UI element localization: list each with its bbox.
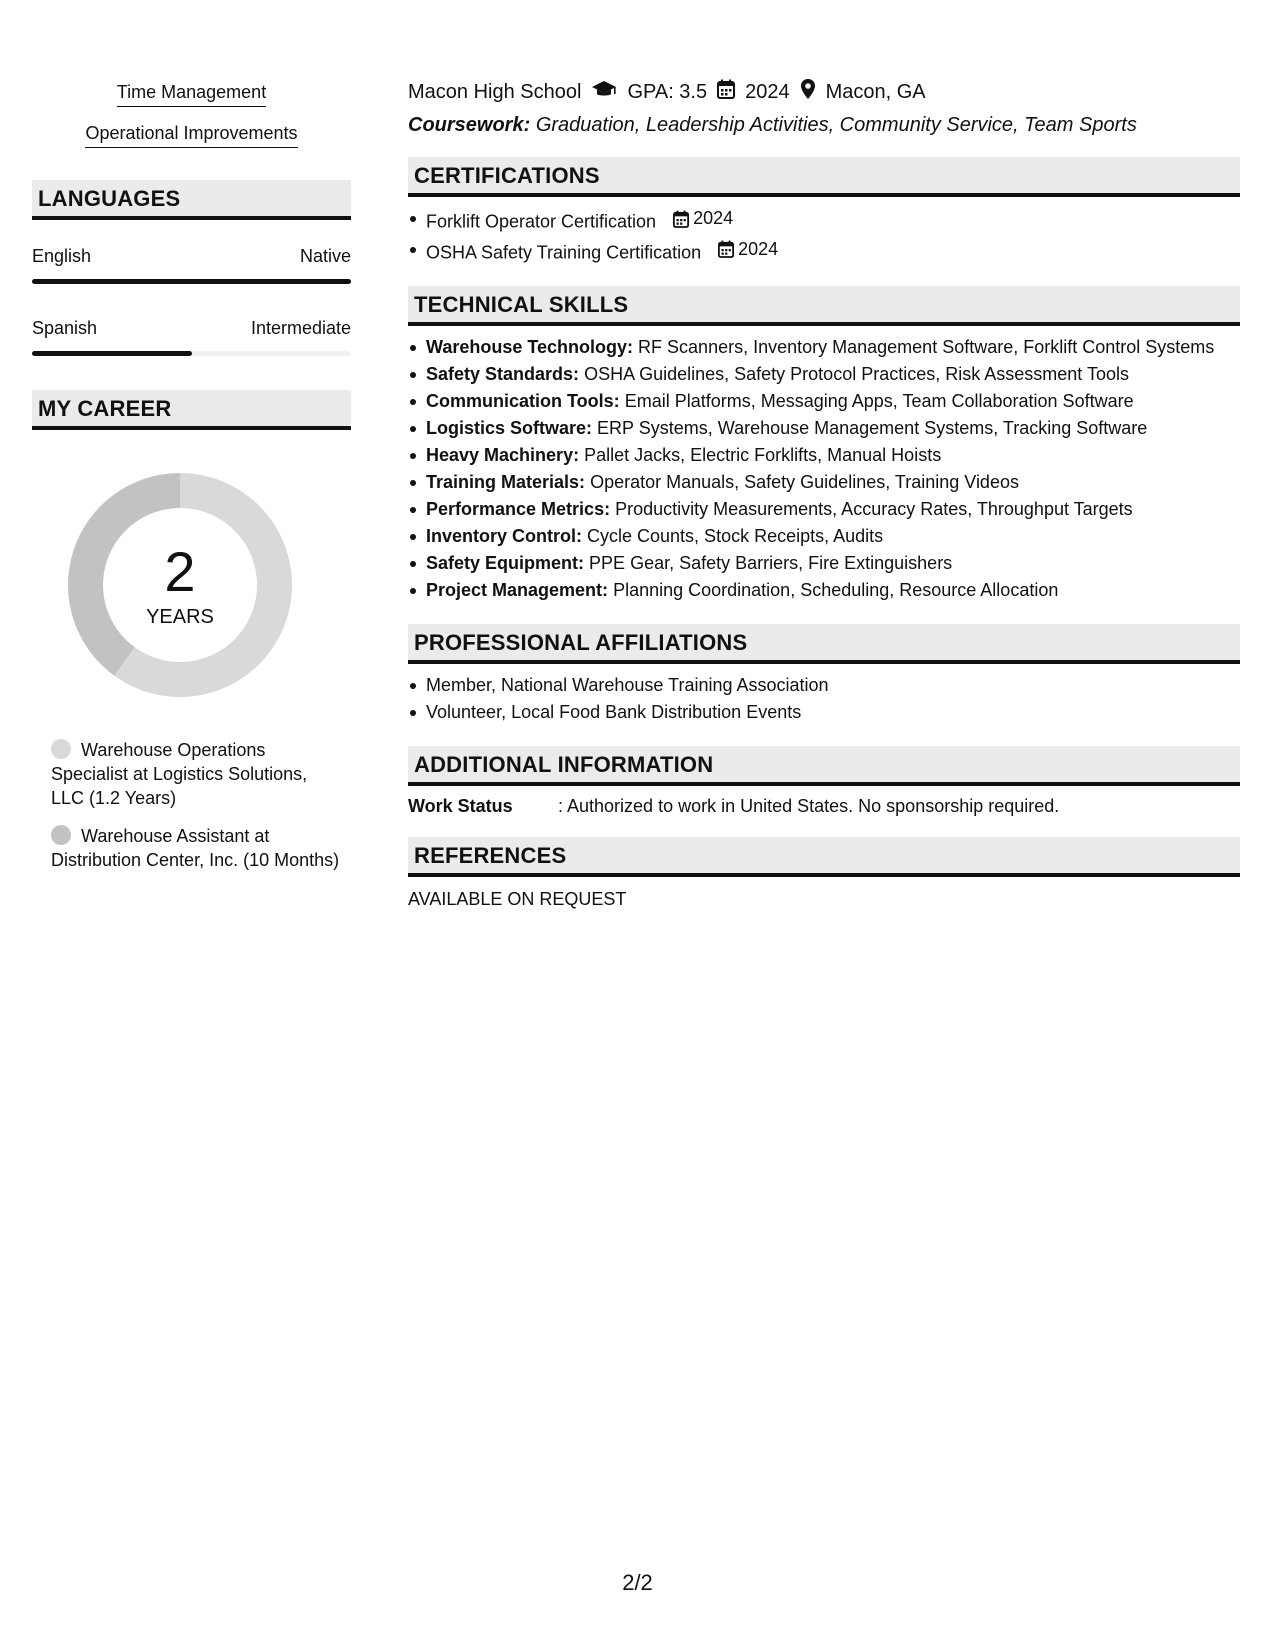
technical-skill-item: Performance Metrics: Productivity Measurements, Accuracy Rates, Throughput Targets	[408, 496, 1240, 523]
affiliations-heading: PROFESSIONAL AFFILIATIONS	[408, 624, 1240, 664]
language-item	[32, 246, 351, 284]
language-level-bar	[32, 279, 351, 284]
skill-time-management: Time Management	[32, 82, 351, 107]
technical-skills-list	[408, 334, 1240, 604]
language-level-fill	[32, 279, 351, 284]
affiliation-item: Member, National Warehouse Training Association	[408, 672, 1240, 699]
coursework	[408, 114, 1240, 137]
legend-dot-icon	[51, 825, 71, 845]
career-donut-chart	[67, 472, 293, 698]
technical-skills-heading: TECHNICAL SKILLS	[408, 286, 1240, 326]
career-total-unit: YEARS	[146, 606, 214, 628]
left-column	[32, 82, 351, 886]
work-status-value: : Authorized to work in United States. No sponsorship required.	[558, 796, 1060, 816]
education-line	[408, 78, 1240, 106]
additional-info-section	[408, 746, 1240, 817]
career-legend-item: Warehouse Operations Specialist at Logistics Solutions, LLC (1.2 Years)	[51, 740, 308, 808]
affiliations-section	[408, 624, 1240, 726]
school-name: Macon High School	[408, 80, 582, 103]
language-level-bar	[32, 351, 351, 356]
technical-skill-item: Safety Standards: OSHA Guidelines, Safety Protocol Practices, Risk Assessment Tools	[408, 361, 1240, 388]
language-name: English	[32, 246, 92, 266]
languages-heading: LANGUAGES	[32, 180, 351, 220]
skill-operational-improvements: Operational Improvements	[32, 123, 351, 148]
technical-skill-item: Safety Equipment: PPE Gear, Safety Barriers, Fire Extinguishers	[408, 550, 1240, 577]
technical-skill-item: Warehouse Technology: RF Scanners, Inventory Management Software, Forklift Control Systems	[408, 334, 1240, 361]
calendar-icon	[718, 240, 734, 258]
education-location: Macon, GA	[825, 80, 926, 103]
affiliations-list	[408, 672, 1240, 726]
technical-skill-item: Logistics Software: ERP Systems, Warehouse Management Systems, Tracking Software	[408, 415, 1240, 442]
career-legend	[51, 738, 341, 872]
career-total-number: 2	[164, 540, 196, 603]
technical-skill-item: Project Management: Planning Coordination, Scheduling, Resource Allocation	[408, 577, 1240, 604]
work-status-label: Work Status	[408, 796, 513, 816]
technical-skill-item: Heavy Machinery: Pallet Jacks, Electric Forklifts, Manual Hoists	[408, 442, 1240, 469]
right-column	[408, 78, 1240, 910]
coursework-label: Coursework:	[408, 114, 531, 136]
work-status-row	[408, 796, 1240, 817]
language-level: Intermediate	[250, 318, 351, 338]
language-level: Native	[299, 246, 351, 266]
technical-skill-item: Training Materials: Operator Manuals, Safety Guidelines, Training Videos	[408, 469, 1240, 496]
certification-item: Forklift Operator Certification 2024	[408, 205, 1240, 236]
certification-year: 2024	[673, 205, 733, 232]
education-year: 2024	[745, 80, 790, 103]
affiliation-item: Volunteer, Local Food Bank Distribution Events	[408, 699, 1240, 726]
references-section	[408, 837, 1240, 910]
location-pin-icon	[800, 78, 816, 106]
certifications-section	[408, 157, 1240, 266]
coursework-text: Graduation, Leadership Activities, Community Service, Team Sports	[535, 114, 1137, 136]
references-text: AVAILABLE ON REQUEST	[408, 889, 627, 909]
certification-item: OSHA Safety Training Certification 2024	[408, 236, 1240, 267]
technical-skills-section	[408, 286, 1240, 604]
certifications-heading: CERTIFICATIONS	[408, 157, 1240, 197]
language-item	[32, 318, 351, 356]
gpa: GPA: 3.5	[627, 80, 708, 103]
certifications-list	[408, 205, 1240, 266]
references-heading: REFERENCES	[408, 837, 1240, 877]
career-heading: MY CAREER	[32, 390, 351, 430]
technical-skill-item: Communication Tools: Email Platforms, Messaging Apps, Team Collaboration Software	[408, 388, 1240, 415]
technical-skill-item: Inventory Control: Cycle Counts, Stock Receipts, Audits	[408, 523, 1240, 550]
certification-year: 2024	[718, 236, 778, 263]
additional-info-heading: ADDITIONAL INFORMATION	[408, 746, 1240, 786]
page-number: 2/2	[622, 1570, 653, 1595]
graduation-cap-icon	[591, 79, 617, 105]
languages-list	[32, 246, 351, 356]
language-name: Spanish	[32, 318, 98, 338]
language-level-fill	[32, 351, 192, 356]
calendar-icon	[673, 210, 689, 228]
career-legend-item: Warehouse Assistant at Distribution Center, Inc. (10 Months)	[51, 826, 340, 870]
legend-dot-icon	[51, 739, 71, 759]
calendar-icon	[717, 79, 735, 105]
